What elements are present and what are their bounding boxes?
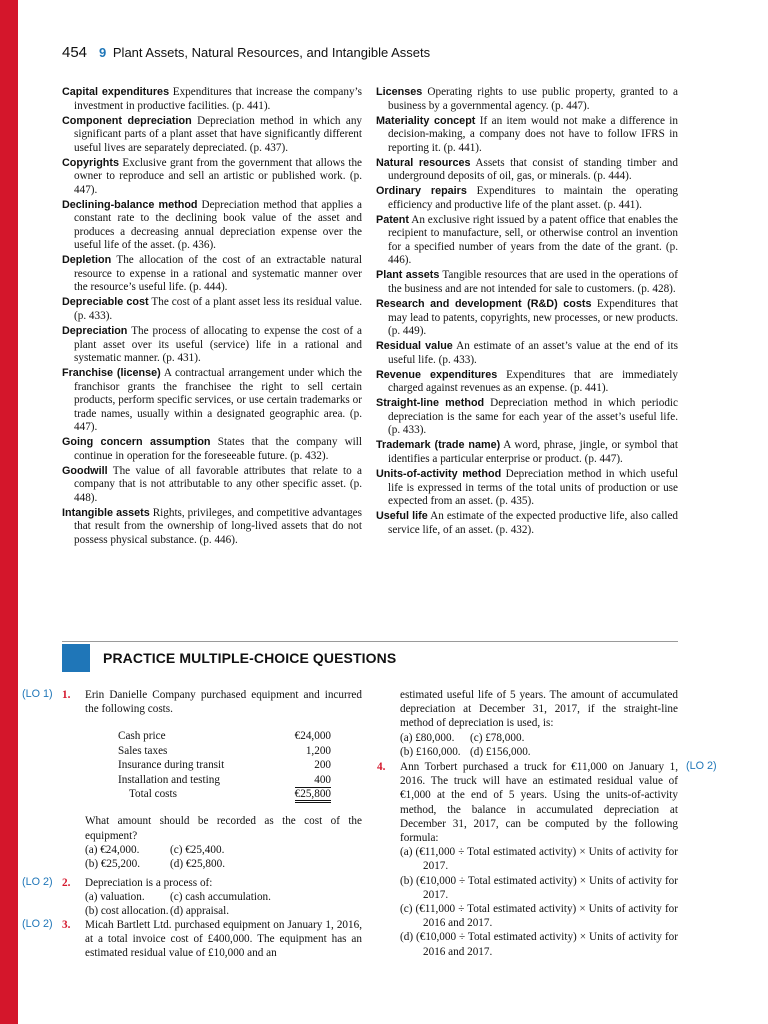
glossary-term: Materiality concept [376,114,476,127]
glossary-definition: An exclusive right issued by a patent office that enables the recipient to manufacture, sell, or otherwise control an invention for a specified number of years from the date of the grant. (p. 446). [388,213,678,267]
chapter-number: 9 [99,45,107,60]
option-a: (a) £80,000. [400,731,455,744]
glossary-entry [62,199,362,253]
glossary-definition: Assets that consist of standing timber and underground deposits of oil, gas, or minerals. (p. 444). [388,156,678,183]
glossary-entry [62,115,362,156]
glossary-term: Franchise (license) [62,367,161,380]
question-prompt: What amount should be recorded as the cost of the equipment? [85,815,362,842]
cost-label: Sales taxes [118,744,168,757]
glossary-entry [62,157,362,198]
glossary-definition: Expenditures that increase the company’s investment in productive facilities. (p. 441). [74,86,363,112]
cost-amount: €24,000 [294,730,331,743]
question-number: 4. [377,761,386,773]
option-a: (a) (€11,000 ÷ Total estimated activity) × Units of activity for 2017. [400,846,678,873]
learning-objective-tag: (LO 2) [22,876,53,888]
glossary-definition: Depreciation method in which periodic depreciation is the same for each year of the asset’s useful life. (p. 433). [388,397,678,437]
glossary-definition: The allocation of the cost of an extractable natural resource to expense in a rational and systematic manner over the resource’s useful life. (p. 444). [74,254,362,294]
glossary-definition: The value of all favorable attributes that relate to a company that is not attributable to any other specific asset. (p. 448). [74,464,362,504]
glossary-term: Component depreciation [62,114,192,127]
glossary-term: Natural resources [376,156,471,169]
learning-objective-tag: (LO 2) [686,760,717,772]
option-d: (d) appraisal. [170,905,230,918]
option-d: (d) £156,000. [470,745,531,758]
question-number: 1. [62,689,71,701]
cost-total-amount: €25,800 [295,787,331,803]
glossary-term: Depletion [62,254,112,267]
glossary-definition: Depreciation method that applies a constant rate to the declining book value of the asset and produces a decreasing annual depreciation expense over the useful life of the asset. (p. 436). [74,198,363,252]
cost-table [118,729,331,801]
question-number: 2. [62,877,71,889]
glossary-definition: Operating rights to use public property, granted to a business by a governmental agency. (p. 447). [388,86,678,112]
glossary-entry [62,86,362,113]
learning-objective-tag: (LO 2) [22,918,53,930]
glossary-entry [376,397,678,438]
glossary-definition: Expenditures to maintain the operating efficiency and productive life of the plant asset. (p. 441). [388,185,679,211]
question-2 [62,876,362,919]
glossary-term: Plant assets [376,269,440,282]
option-b: (b) cost allocation. [85,905,169,918]
glossary-definition: Depreciation method in which any significant parts of a plant asset that have significantly different useful lives are separately depreciated. (p. 437). [74,114,363,154]
glossary-definition: States that the company will continue in operation for the foreseeable future. (p. 432). [74,436,362,462]
option-c: (c) £78,000. [470,731,525,744]
page-edge-bar [0,0,18,1024]
glossary-term: Patent [376,213,409,226]
glossary-term: Trademark (trade name) [376,439,501,452]
cost-row [118,729,331,743]
question-text: Depreciation is a process of: [85,877,213,889]
question-text: Ann Torbert purchased a truck for €11,000 on January 1, 2016. The truck will have an estimated residual value of €1,000 at the end of 5 years. Using the units-of-activity method, the balance in accumulated depreciation at December 31, 2017, can be computed by the following formula: [400,761,678,845]
cost-amount: 1,200 [305,744,331,757]
cost-total-row [118,787,331,801]
glossary-definition: An estimate of an asset’s value at the end of its useful life. (p. 433). [388,340,678,366]
glossary-entry [376,115,678,156]
glossary-term: Straight-line method [376,397,485,410]
glossary-column-right [376,86,678,539]
glossary-entry [62,367,362,435]
glossary-entry [376,369,678,396]
glossary-definition: The cost of a plant asset less its residual value. (p. 433). [74,296,362,322]
question-text: Erin Danielle Company purchased equipment and incurred the following costs. [85,689,362,716]
option-a: (a) €24,000. [85,843,140,856]
glossary-definition: Rights, privileges, and competitive advantages that result from the ownership of long-lived assets that do not possess physical substance. (p. 446). [74,506,363,546]
answer-options [85,890,362,918]
answer-options [400,731,678,759]
question-1 [62,688,362,871]
glossary-definition: The process of allocating to expense the cost of a plant asset over its useful (service) life in a rational and systematic manner. (p. 431). [74,325,362,365]
cost-label: Insurance during transit [118,759,225,772]
glossary-definition: If an item would not make a difference in decision-making, a company does not have to follow IFRS in reporting it. (p. 441). [388,114,679,154]
option-c: (c) (€11,000 ÷ Total estimated activity) × Units of activity for 2016 and 2017. [400,903,678,930]
question-4 [377,760,678,959]
glossary-definition: Expenditures that are immediately charged against revenues as an expense. (p. 441). [388,368,678,395]
cost-total-label: Total costs [129,788,177,801]
learning-objective-tag: (LO 1) [22,688,53,700]
glossary-definition: Expenditures that may lead to patents, copyrights, new processes, or new products. (p. 449). [388,298,679,338]
glossary-term: Declining-balance method [62,198,198,211]
option-d: (d) €25,800. [170,858,225,871]
section-title: PRACTICE MULTIPLE-CHOICE QUESTIONS [103,650,397,666]
cost-row [118,744,331,758]
glossary-entry [62,507,362,548]
question-text-continued: estimated useful life of 5 years. The amount of accumulated depreciation at December 31, 2017, if the straight-line method of depreciation is used, is: [400,689,678,730]
glossary-definition: Depreciation method in which useful life is expressed in terms of the total units of production or use expected from an asset. (p. 435). [388,468,679,508]
glossary-entry [62,254,362,295]
cost-label: Cash price [118,730,166,743]
glossary-term: Residual value [376,340,453,353]
question-3 [62,918,362,961]
section-divider [62,641,678,642]
option-b: (b) (€10,000 ÷ Total estimated activity) × Units of activity for 2017. [400,874,678,901]
glossary-entry [62,325,362,366]
chapter-title: Plant Assets, Natural Resources, and Intangible Assets [112,45,431,60]
glossary-term: Goodwill [62,464,108,477]
cost-amount: 400 [314,773,331,786]
glossary-entry [62,296,362,323]
glossary-definition: A contractual arrangement under which the franchisor grants the franchisee the right to sell certain products, perform specific services, or use certain trademarks or trade names, usually within a designated geographic area. (p. 447). [74,367,362,434]
question-3-continued [400,688,678,759]
glossary-entry [376,510,678,537]
option-c: (c) €25,400. [170,843,225,856]
glossary-definition: Tangible resources that are used in the operations of the business and are not intended for sale to customers. (p. 428). [388,269,678,295]
glossary-definition: An estimate of the expected productive life, also called service life, of an asset. (p. 432). [388,510,678,536]
glossary-entry [376,340,678,367]
glossary-term: Licenses [376,86,423,98]
glossary-definition: A word, phrase, jingle, or symbol that identifies a particular enterprise or product. (p. 447). [388,439,678,465]
question-text: Micah Bartlett Ltd. purchased equipment on January 1, 2016, at a total invoice cost of £400,000. The equipment has an estimated residual value of £10,000 and an [85,919,362,960]
section-marker-square [62,644,90,672]
cost-amount: 200 [314,759,331,772]
glossary-term: Depreciable cost [62,296,149,309]
cost-label: Installation and testing [118,773,220,786]
glossary-term: Units-of-activity method [376,468,502,481]
running-header [62,44,430,61]
glossary-term: Ordinary repairs [376,185,467,198]
glossary-entry [376,157,678,184]
glossary-term: Revenue expenditures [376,368,498,381]
cost-row [118,773,331,787]
glossary-term: Useful life [376,510,428,523]
answer-options [85,843,362,871]
glossary-term: Research and development (R&D) costs [376,298,592,311]
question-number: 3. [62,919,71,931]
cost-row [118,758,331,772]
glossary-term: Copyrights [62,156,119,169]
glossary-entry [62,436,362,463]
option-d: (d) (€10,000 ÷ Total estimated activity) × Units of activity for 2016 and 2017. [400,931,678,958]
glossary-definition: Exclusive grant from the government that allows the owner to reproduce and sell an artistic or published work. (p. 447). [74,156,363,196]
glossary-entry [376,185,678,212]
option-b: (b) £160,000. [400,745,461,758]
glossary-term: Capital expenditures [62,86,170,98]
glossary-entry [62,465,362,506]
glossary-term: Depreciation [62,325,128,338]
glossary-entry [376,269,678,296]
glossary-term: Going concern assumption [62,436,211,449]
option-c: (c) cash accumulation. [170,891,271,904]
glossary-entry [376,298,678,339]
glossary-entry [376,86,678,113]
glossary-term: Intangible assets [62,506,150,519]
glossary-entry [376,214,678,268]
glossary-entry [376,439,678,466]
glossary-entry [376,468,678,509]
page-number: 454 [62,44,88,61]
glossary-column-left [62,86,362,549]
option-b: (b) €25,200. [85,858,140,871]
option-a: (a) valuation. [85,891,145,904]
